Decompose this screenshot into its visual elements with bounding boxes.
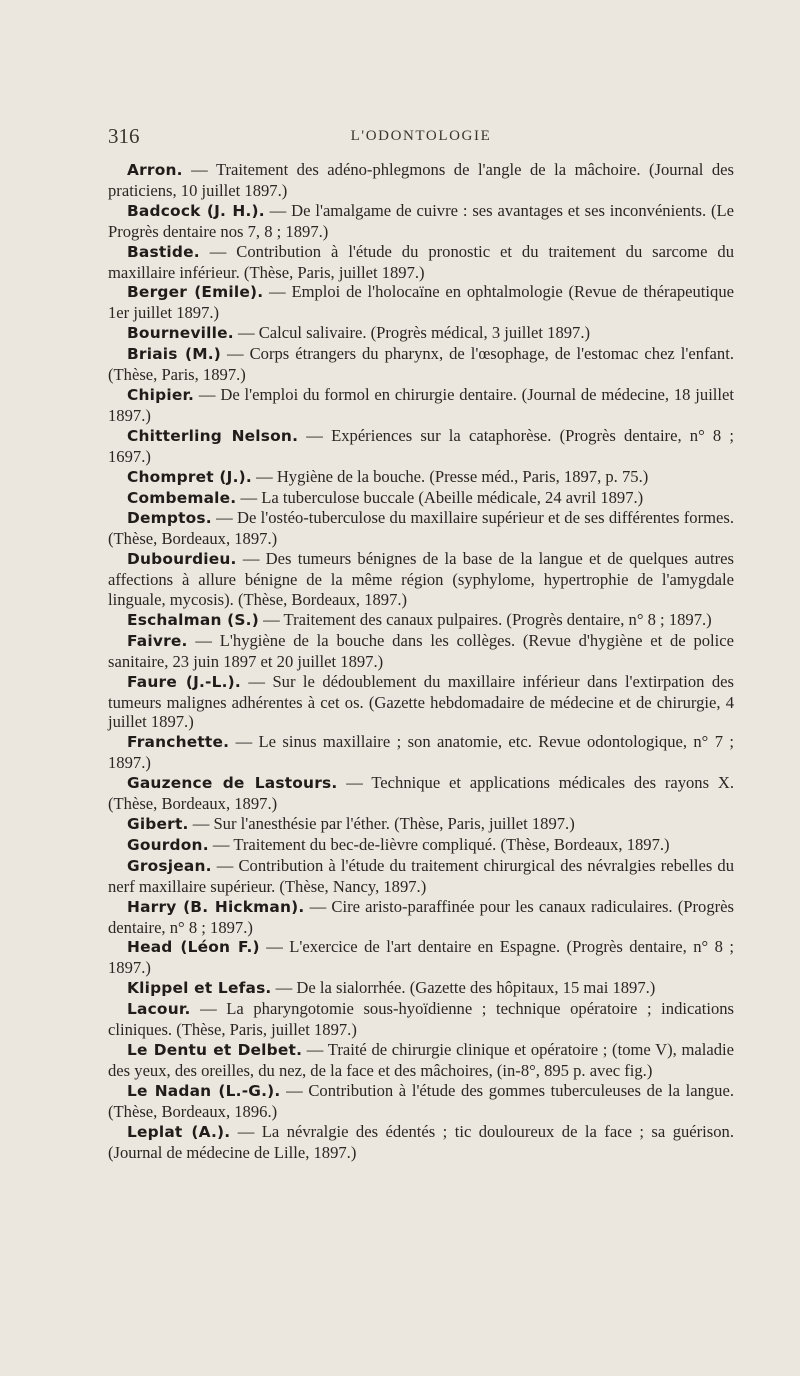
bibliography-entry	[108, 672, 734, 733]
entry-author: Harry (B. Hickman).	[127, 897, 305, 916]
entry-text: — De la sialorrhée. (Gazette des hôpitaux, 15 mai 1897.)	[271, 978, 656, 998]
entry-text: — De l'ostéo-tuberculose du maxillaire supérieur et de ses différentes formes. (Thèse, Bordeaux, 1897.)	[108, 508, 734, 549]
entry-text: — La pharyngotomie sous-hyoïdienne ; technique opératoire ; indications cliniques. (Thèse, Paris, juillet 1897.)	[108, 999, 734, 1040]
entry-author: Faivre.	[127, 631, 188, 650]
bibliography-entry	[108, 856, 734, 897]
entry-text: — La névralgie des édentés ; tic douloureux de la face ; sa guérison. (Journal de médecine de Lille, 1897.)	[108, 1121, 734, 1162]
entry-author: Gauzence de Lastours.	[127, 774, 338, 793]
bibliography-entry	[108, 426, 734, 467]
bibliography-entry	[108, 999, 734, 1040]
entry-text: — Traitement des canaux pulpaires. (Progrès dentaire, n° 8 ; 1897.)	[258, 609, 712, 629]
entry-text: — Sur l'anesthésie par l'éther. (Thèse, Paris, juillet 1897.)	[188, 814, 575, 833]
entry-text: — Contribution à l'étude du pronostic et du traitement du sarcome du maxillaire inférieur. (Thèse, Paris, juillet 1897.)	[108, 241, 734, 282]
entry-text: — La tuberculose buccale (Abeille médicale, 24 avril 1897.)	[236, 487, 644, 507]
entry-author: Chompret (J.).	[127, 467, 252, 486]
entry-text: — Hygiène de la bouche. (Presse méd., Paris, 1897, p. 75.)	[251, 466, 649, 486]
entry-text: — Contribution à l'étude du traitement chirurgical des névralgies rebelles du nerf maxillaire supérieur. (Thèse, Nancy, 1897.)	[108, 855, 734, 896]
bibliography-entry	[108, 282, 734, 323]
bibliography-entry	[108, 201, 734, 242]
entry-text: — Expériences sur la cataphorèse. (Progrès dentaire, n° 8 ; 1697.)	[108, 425, 734, 466]
entry-text: — Traitement des adéno-phlegmons de l'angle de la mâchoire. (Journal des praticiens, 10 juillet 1897.)	[108, 160, 734, 200]
entry-text: — Calcul salivaire. (Progrès médical, 3 juillet 1897.)	[233, 323, 591, 343]
bibliography-entry	[108, 1040, 734, 1081]
entry-author: Bastide.	[127, 242, 200, 261]
entry-author: Faure (J.-L.).	[127, 672, 241, 691]
entry-text: — Corps étrangers du pharynx, de l'œsophage, de l'estomac chez l'enfant. (Thèse, Paris, 1897.)	[108, 344, 734, 385]
bibliography-entry	[108, 814, 734, 835]
entry-text: — Contribution à l'étude des gommes tuberculeuses de la langue. (Thèse, Bordeaux, 1896.)	[108, 1080, 734, 1121]
entry-text: — L'hygiène de la bouche dans les collèges. (Revue d'hygiène et de police sanitaire, 23 juin 1897 et 20 juillet 1897.)	[108, 630, 734, 671]
bibliography-entry	[108, 978, 734, 999]
bibliography-entry	[108, 610, 734, 631]
entry-text: — L'exercice de l'art dentaire en Espagne. (Progrès dentaire, n° 8 ; 1897.)	[108, 937, 734, 978]
entry-author: Briais (M.)	[127, 345, 222, 364]
page-number: 316	[108, 124, 140, 148]
entry-text: — Cire aristo-paraffinée pour les canaux radiculaires. (Progrès dentaire, n° 8 ; 1897.)	[108, 896, 734, 937]
bibliography-entry	[108, 897, 734, 938]
entry-author: Grosjean.	[127, 856, 212, 875]
bibliography-entry	[108, 242, 734, 283]
entry-author: Head (Léon F.)	[127, 938, 260, 957]
bibliography-entry	[108, 631, 734, 672]
entry-author: Leplat (A.).	[127, 1122, 231, 1141]
entry-author: Berger (Emile).	[127, 283, 264, 302]
entry-text: — Sur le dédoublement du maxillaire inférieur dans l'extirpation des tumeurs malignes adhérentes à cet os. (Gazette hebdomadaire de médecine et de chirurgie, 4 juillet 1897.)	[108, 671, 734, 732]
entry-author: Chitterling Nelson.	[127, 426, 299, 445]
entry-text: — De l'emploi du formol en chirurgie dentaire. (Journal de médecine, 18 juillet 1897.)	[108, 384, 734, 425]
entry-author: Le Dentu et Delbet.	[127, 1040, 303, 1059]
entry-author: Franchette.	[127, 733, 230, 752]
entry-author: Gourdon.	[127, 835, 209, 854]
entry-text: — Traitement du bec-de-lièvre compliqué. (Thèse, Bordeaux, 1897.)	[208, 834, 670, 854]
entry-author: Chipier.	[127, 385, 195, 404]
entry-author: Bourneville.	[127, 324, 234, 343]
bibliography-list	[108, 160, 734, 1162]
entry-author: Le Nadan (L.-G.).	[127, 1081, 281, 1100]
entry-author: Dubourdieu.	[127, 550, 237, 569]
bibliography-entry	[108, 160, 734, 201]
entry-author: Arron.	[127, 161, 183, 179]
bibliography-entry	[108, 549, 734, 610]
entry-text: — Technique et applications médicales des rayons X. (Thèse, Bordeaux, 1897.)	[108, 773, 735, 814]
bibliography-entry	[108, 835, 734, 856]
entry-text: — Des tumeurs bénignes de la base de la langue et de quelques autres affections à allure bénigne de la même région (syphylome, hypertrophie de l'amygdale linguale, mycosis). (Thèse, Bordeaux, 1897.)	[108, 549, 734, 610]
bibliography-entry	[108, 323, 734, 344]
entry-text: — Traité de chirurgie clinique et opératoire ; (tome V), maladie des yeux, des oreilles, du nez, de la face et des mâchoires, (in-8°, 895 p. avec fig.)	[108, 1039, 734, 1080]
entry-text: — Le sinus maxillaire ; son anatomie, etc. Revue odontologique, n° 7 ; 1897.)	[108, 732, 734, 773]
bibliography-entry	[108, 1081, 734, 1122]
entry-author: Combemale.	[127, 488, 237, 507]
entry-text: — De l'amalgame de cuivre : ses avantages et ses inconvénients. (Le Progrès dentaire nos 7, 8 ; 1897.)	[108, 200, 734, 241]
bibliography-entry	[108, 385, 734, 426]
bibliography-entry	[108, 488, 734, 509]
entry-text: — Emploi de l'holocaïne en ophtalmologie (Revue de thérapeutique 1er juillet 1897.)	[108, 282, 734, 323]
running-head: L'ODONTOLOGIE	[350, 128, 492, 144]
bibliography-entry	[108, 1122, 734, 1163]
bibliography-entry	[108, 937, 734, 978]
bibliography-entry	[108, 732, 734, 773]
page-header	[108, 124, 734, 148]
bibliography-entry	[108, 773, 734, 814]
entry-author: Badcock (J. H.).	[127, 201, 265, 220]
bibliography-entry	[108, 467, 734, 488]
entry-author: Demptos.	[127, 509, 212, 528]
bibliography-entry	[108, 344, 734, 385]
entry-author: Lacour.	[127, 1000, 191, 1019]
bibliography-entry	[108, 508, 734, 549]
entry-author: Klippel et Lefas.	[127, 979, 272, 998]
entry-author: Gibert.	[127, 815, 189, 833]
entry-author: Eschalman (S.)	[127, 610, 259, 629]
